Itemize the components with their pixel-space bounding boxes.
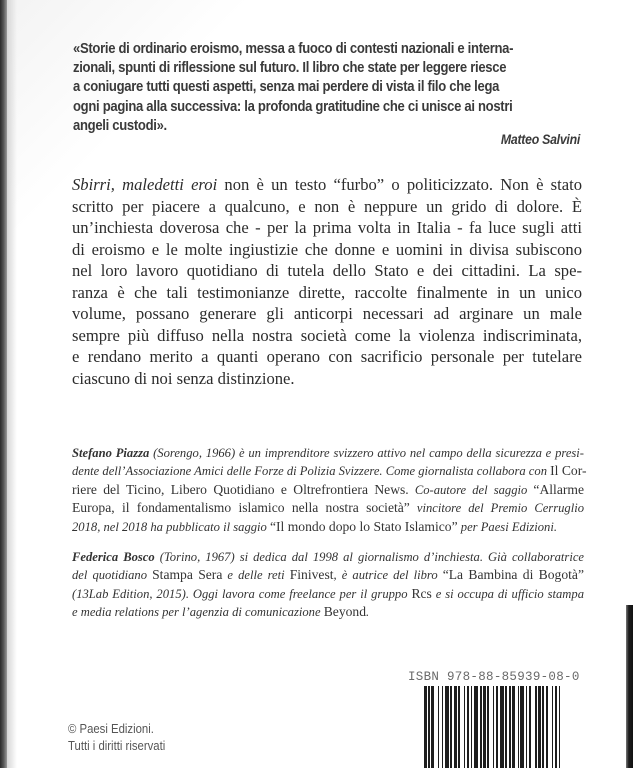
bio-text: . [366, 605, 370, 620]
author-bio-stefano-piazza [72, 444, 587, 536]
description-line [72, 174, 582, 196]
bio-text: Stampa Sera [152, 567, 223, 583]
book-description [72, 174, 582, 389]
description-line: e rendano merito a quanti operano con sacrificio personale per tutelare [72, 347, 582, 366]
barcode-bar [560, 686, 561, 768]
bio-text: vincitore del Premio Cerruglio [409, 501, 584, 516]
bio-text: e si occupa di ufficio stampa [431, 586, 585, 601]
bio-text: Europa, il fondamentalismo islamico nella nostra società” [72, 500, 410, 516]
bio-text: Finivest [289, 567, 334, 583]
bio-text: “Il mondo dopo lo Stato Islamico” [270, 518, 458, 534]
bio-text: “Allarme [533, 481, 584, 497]
bio-text: Co-autore del saggio [408, 482, 534, 497]
description-text: non è un testo “furbo” o politicizzato. Non è stato [217, 175, 582, 194]
quote-author: Matteo Salvini [500, 131, 580, 147]
bio-text: (Torino, 1967) si dedica dal 1998 al giornalismo d’inchiesta. Già collaboratrice [154, 550, 585, 564]
description-line: sempre più diffuso nella nostra società come la violenza indiscriminata, [72, 325, 582, 345]
scan-shadow-left [7, 0, 17, 768]
bio-line [72, 499, 584, 517]
scan-edge-right [626, 605, 633, 768]
description-line: scritto per piacere a qualcuno, e non è neppure un grido di dolore. È [72, 196, 582, 216]
quote-line: «Storie di ordinario eroismo, messa a fuoco di contesti nazionali e interna- [73, 40, 514, 57]
bio-text: “La Bambina di Bogotà” [442, 567, 584, 583]
bio-text: 2018, nel 2018 ha pubblicato il saggio [72, 519, 270, 534]
bio-line [72, 603, 584, 621]
quote-line: ogni pagina alla successiva: la profonda gratitudine che ci unisce ai nostri [73, 97, 513, 115]
rights-line: Tutti i diritti riservati [68, 738, 166, 753]
quote-line: angeli custodi». [73, 116, 167, 134]
bio-line [72, 444, 584, 462]
copyright-line: © Paesi Edizioni. [68, 721, 154, 736]
quote-line: a coniugare tutti questi aspetti, senza mai perdere di vista il filo che lega [73, 78, 500, 96]
bio-line [72, 462, 587, 480]
bio-text: (Sorengo, 1966) è un imprenditore svizzero attivo nel campo della sicurezza e presi- [149, 446, 585, 460]
bio-text: Rcs [411, 585, 432, 601]
endorsement-quote [73, 39, 583, 135]
bio-text: riere del Ticino, Libero Quotidiano e Oltrefrontiera News. [72, 481, 409, 497]
bio-line [72, 585, 584, 603]
bio-text: Beyond [323, 604, 367, 620]
isbn-label: ISBN 978-88-85939-08-0 [408, 670, 580, 684]
bio-text: Il Cor- [550, 463, 587, 479]
scan-edge-left [0, 0, 7, 768]
author-name: Federica Bosco [72, 550, 155, 564]
description-line: un’inchiesta doverosa che - per la prima volta in Italia - fa luce sugli atti [72, 218, 582, 237]
bio-text: e delle reti [222, 568, 290, 583]
description-line: di eroismo e le molte ingiustizie che donne e uomini in divisa subiscono [72, 239, 582, 259]
author-name: Stefano Piazza [72, 446, 150, 460]
bio-line [72, 566, 584, 584]
copyright-notice [68, 720, 165, 754]
bio-text: e media relations per l’agenzia di comunicazione [72, 605, 324, 620]
bio-text: , è autrice del libro [333, 568, 443, 583]
barcode [424, 686, 562, 768]
bio-line [72, 518, 584, 536]
quote-line: zionali, spunti di riflessione sul futuro. Il libro che state per leggere riesce [73, 59, 507, 77]
description-line: volume, possano generare gli anticorpi necessari ad arginare un male [72, 304, 582, 323]
book-title: Sbirri, maledetti eroi [72, 175, 218, 194]
description-line: nel loro lavoro quotidiano di tutela dello Stato e dei cittadini. La spe- [72, 261, 582, 280]
bio-text: del quotidiano [72, 568, 153, 583]
bio-text: (13Lab Edition, 2015). Oggi lavora come freelance per il gruppo [72, 586, 412, 601]
bio-text: per Paesi Edizioni. [457, 519, 557, 534]
description-line: ranza è che tali testimonianze dirette, raccolte finalmente in un unico [72, 282, 582, 302]
bio-text: dente dell’Associazione Amici delle Forze di Polizia Svizzere. Come giornalista collabora con [72, 464, 551, 479]
bio-line [72, 548, 584, 566]
description-line: ciascuno di noi senza distinzione. [72, 368, 295, 388]
bio-line [72, 481, 584, 499]
author-bio-federica-bosco [72, 548, 584, 622]
